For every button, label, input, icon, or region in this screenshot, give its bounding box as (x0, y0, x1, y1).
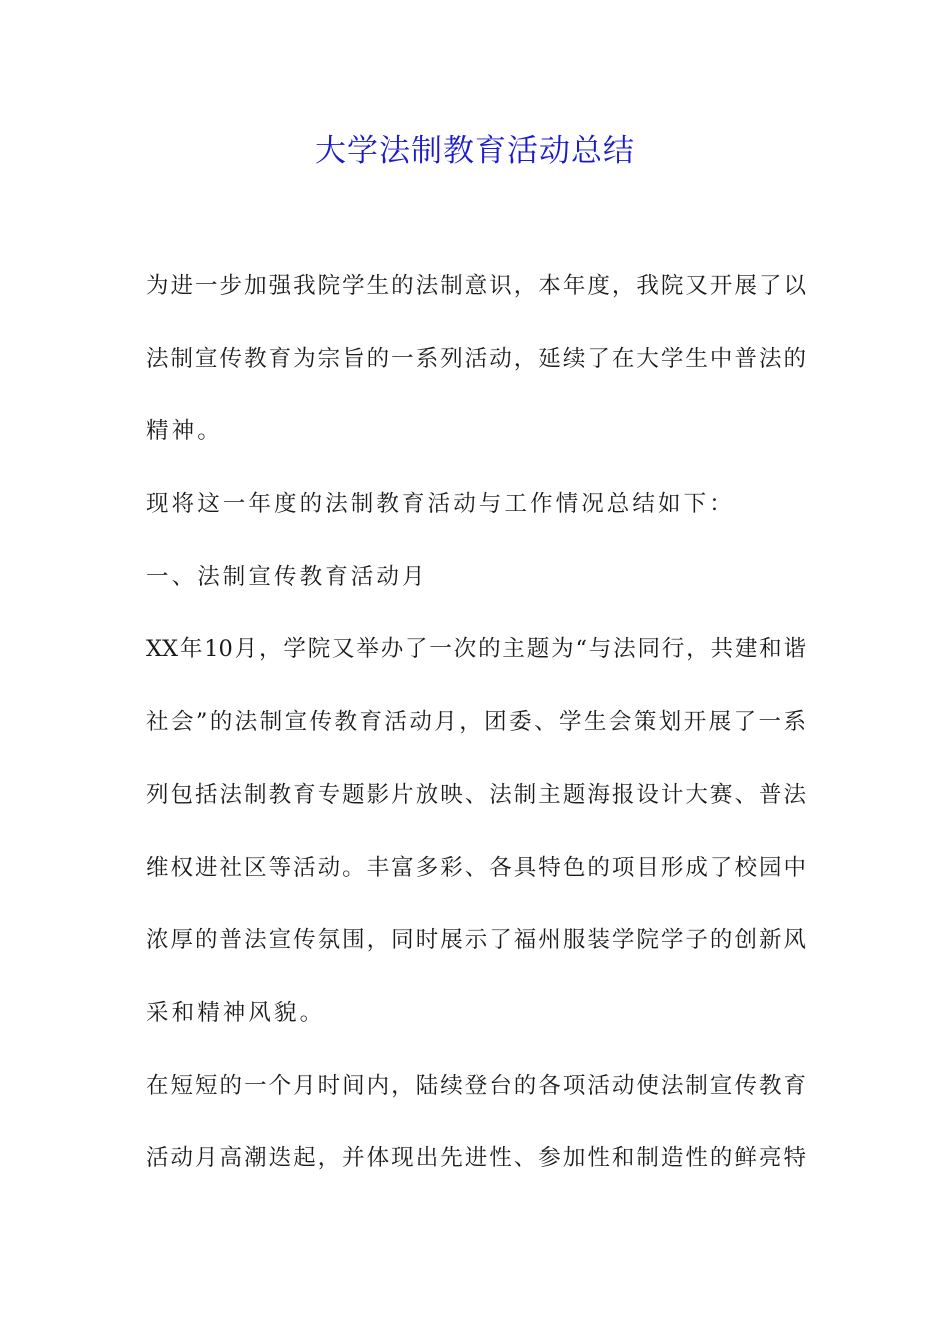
body-line: XX年10月，学院又举办了一次的主题为“与法同行，共建和谐 (146, 636, 806, 663)
body-line: 法制宣传教育为宗旨的一系列活动，延续了在大学生中普法的 (146, 345, 806, 372)
body-line: 为进一步加强我院学生的法制意识，本年度，我院又开展了以 (146, 273, 806, 299)
body-line: 采和精神风貌。 (146, 999, 326, 1026)
body-line: 精神。 (146, 418, 223, 445)
body-line: 在短短的一个月时间内，陆续登台的各项活动使法制宣传教育 (146, 1072, 806, 1099)
section-heading: 一、法制宣传教育活动月 (146, 563, 428, 590)
document-title: 大学法制教育活动总结 (315, 133, 635, 169)
body-line: 浓厚的普法宣传氛围，同时展示了福州服装学院学子的创新风 (146, 927, 806, 954)
body-line: 活动月高潮迭起，并体现出先进性、参加性和制造性的鲜亮特 (146, 1145, 806, 1172)
body-line: 现将这一年度的法制教育活动与工作情况总结如下： (146, 491, 735, 518)
body-line: 维权进社区等活动。丰富多彩、各具特色的项目形成了校园中 (146, 854, 806, 881)
body-line: 列包括法制教育专题影片放映、法制主题海报设计大赛、普法 (146, 781, 806, 808)
document-body (146, 262, 806, 1207)
body-line: 社会”的法制宣传教育活动月，团委、学生会策划开展了一系 (146, 709, 806, 736)
